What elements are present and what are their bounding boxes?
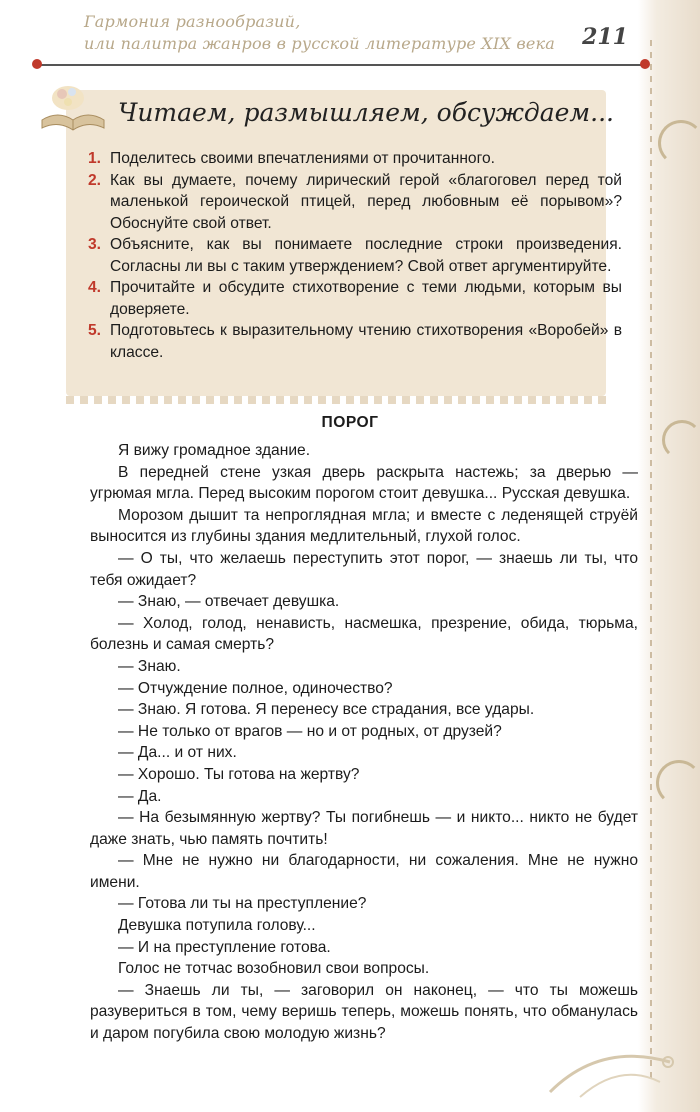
paragraph: Морозом дышит та непроглядная мгла; и вместе с леденящей струёй выносится из глубины здания медлительный, глухой голос.	[90, 506, 638, 546]
paragraph: — Хорошо. Ты готова на жертву?	[118, 765, 360, 783]
running-title-line1: Гармония разнообразий,	[84, 12, 301, 31]
page-number: 211	[582, 24, 628, 50]
question-text: Объясните, как вы понимаете последние строки произведения. Согласны ли вы с таким утверждением? Свой ответ аргументируйте.	[110, 236, 622, 275]
open-book-icon	[38, 80, 108, 138]
corner-flourish-ornament	[540, 1022, 680, 1102]
paragraph: Девушка потупила голову...	[118, 917, 316, 935]
paragraph: Я вижу громадное здание.	[118, 442, 311, 459]
right-ornament-border	[638, 0, 700, 1112]
running-title-line2: или палитра жанров в русской литературе XIX века	[84, 34, 556, 53]
paragraph: — Не только от врагов — но и от родных, от друзей?	[118, 722, 502, 740]
paragraph: — Знаю, — отвечает девушка.	[118, 593, 340, 611]
list-item	[88, 170, 622, 235]
paragraph: — Знаешь ли ты, — заговорил он наконец, — что ты можешь разувериться в том, чему веришь теперь, можешь понять, что обманулась и даром погубила свою молодую жизнь?	[90, 981, 638, 1043]
questions-title: Читаем, размышляем, обсуждаем...	[118, 98, 614, 127]
question-number: 1.	[88, 150, 102, 167]
story-title: ПОРОГ	[321, 414, 379, 431]
list-item	[88, 320, 622, 363]
paragraph: — Готова ли ты на преступление?	[118, 895, 367, 913]
page-header	[0, 0, 700, 80]
question-number: 4.	[88, 279, 102, 296]
paragraph: — О ты, что желаешь переступить этот порог, — знаешь ли ты, что тебя ожидает?	[90, 549, 638, 589]
paragraph: — Да... и от них.	[118, 744, 237, 762]
list-item	[88, 148, 622, 170]
swirl-ornament	[656, 760, 700, 806]
paragraph: — Да.	[118, 787, 162, 805]
question-number: 2.	[88, 171, 102, 189]
paragraph: — Знаю.	[118, 657, 181, 675]
paragraph: Голос не тотчас возобновил свои вопросы.	[118, 960, 430, 978]
paragraph: — Холод, голод, ненависть, насмешка, презрение, обида, тюрьма, болезнь и самая смерть?	[90, 614, 638, 654]
question-number: 3.	[88, 236, 102, 253]
rose-ornament-icon	[640, 59, 650, 69]
paragraph: — Знаю. Я готова. Я перенесу все страдания, все удары.	[118, 701, 535, 719]
paragraph: — Отчуждение полное, одиночество?	[118, 679, 393, 697]
list-item	[88, 234, 622, 277]
paragraph: — Мне не нужно ни благодарности, ни сожаления. Мне не нужно имени.	[90, 852, 638, 891]
story-text	[90, 440, 638, 1045]
list-item	[88, 277, 622, 320]
question-text: Поделитесь своими впечатлениями от прочитанного.	[110, 150, 495, 167]
question-number: 5.	[88, 322, 102, 339]
paragraph: — На безымянную жертву? Ты погибнешь — и никто... никто не будет даже знать, чью память почтить!	[90, 809, 638, 848]
swirl-ornament	[658, 120, 700, 166]
rose-ornament-icon	[32, 59, 42, 69]
questions-list	[88, 148, 622, 363]
paragraph: В передней стене узкая дверь раскрыта настежь; за дверью — угрюмая мгла. Перед высоким порогом стоит девушка... Русская девушка.	[90, 463, 638, 503]
question-text: Как вы думаете, почему лирический герой «благоговел перед той маленькой героической птицей, перед любовным её порывом»? Обоснуйте свой ответ.	[110, 171, 622, 232]
header-divider	[38, 64, 644, 66]
paragraph: — И на преступление готова.	[118, 938, 331, 956]
question-text: Подготовьтесь к выразительному чтению стихотворения «Воробей» в классе.	[110, 322, 622, 361]
question-text: Прочитайте и обсудите стихотворение с теми людьми, которым вы доверяете.	[110, 279, 622, 318]
